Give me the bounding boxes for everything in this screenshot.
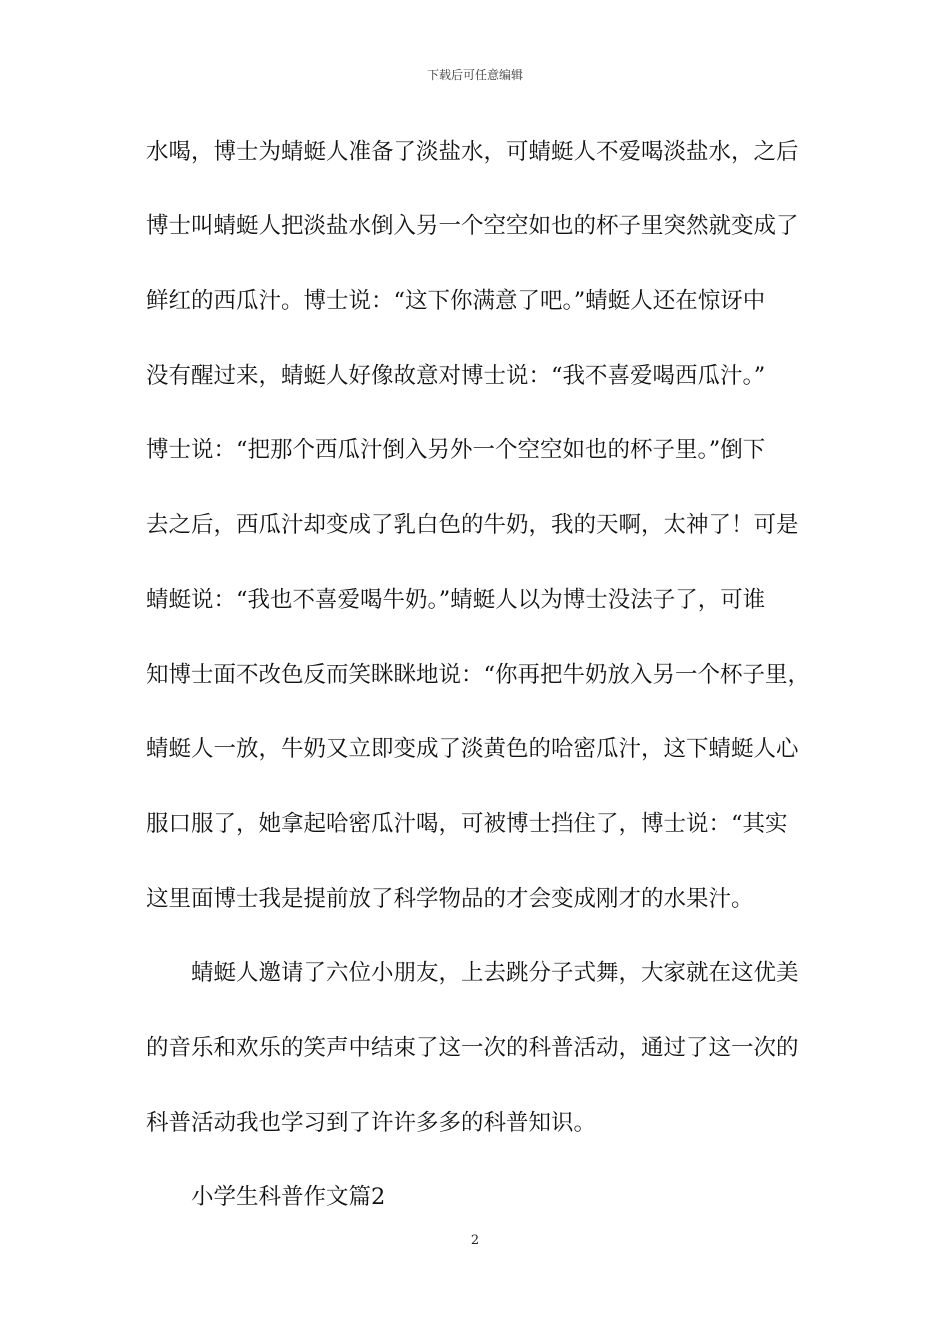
text-line: 去之后，西瓜汁却变成了乳白色的牛奶，我的天啊，太神了！可是	[146, 512, 799, 538]
text-line: 蜻蜓人一放，牛奶又立即变成了淡黄色的哈密瓜汁，这下蜻蜓人心	[146, 736, 799, 762]
page-number: 2	[470, 1233, 480, 1248]
text-line: 这里面博士我是提前放了科学物品的才会变成刚才的水果汁。	[146, 886, 754, 912]
section-heading: 小学生科普作文篇2	[191, 1184, 386, 1210]
text-line: 蜻蜓说：“我也不喜爱喝牛奶。”蜻蜓人以为博士没法子了，可谁	[146, 587, 766, 613]
text-line: 博士叫蜻蜓人把淡盐水倒入另一个空空如也的杯子里突然就变成了	[146, 213, 799, 239]
header-note: 下载后可任意编辑	[426, 68, 523, 82]
paragraph-start-line: 蜻蜓人邀请了六位小朋友，上去跳分子式舞，大家就在这优美	[191, 960, 799, 986]
text-line: 鲜红的西瓜汁。博士说：“这下你满意了吧。”蜻蜓人还在惊讶中	[146, 288, 766, 314]
text-line: 的音乐和欢乐的笑声中结束了这一次的科普活动，通过了这一次的	[146, 1035, 799, 1061]
text-line: 科普活动我也学习到了许许多多的科普知识。	[146, 1110, 597, 1136]
text-line: 知博士面不改色反而笑眯眯地说：“你再把牛奶放入另一个杯子里，	[146, 662, 811, 688]
text-line: 博士说：“把那个西瓜汁倒入另外一个空空如也的杯子里。”倒下	[146, 437, 766, 463]
text-line: 没有醒过来，蜻蜓人好像故意对博士说：“我不喜爱喝西瓜汁。”	[146, 363, 766, 389]
text-line: 服口服了，她拿起哈密瓜汁喝，可被博士挡住了，博士说：“其实	[146, 811, 788, 837]
text-line: 水喝，博士为蜻蜓人准备了淡盐水，可蜻蜓人不爱喝淡盐水，之后	[146, 139, 799, 165]
